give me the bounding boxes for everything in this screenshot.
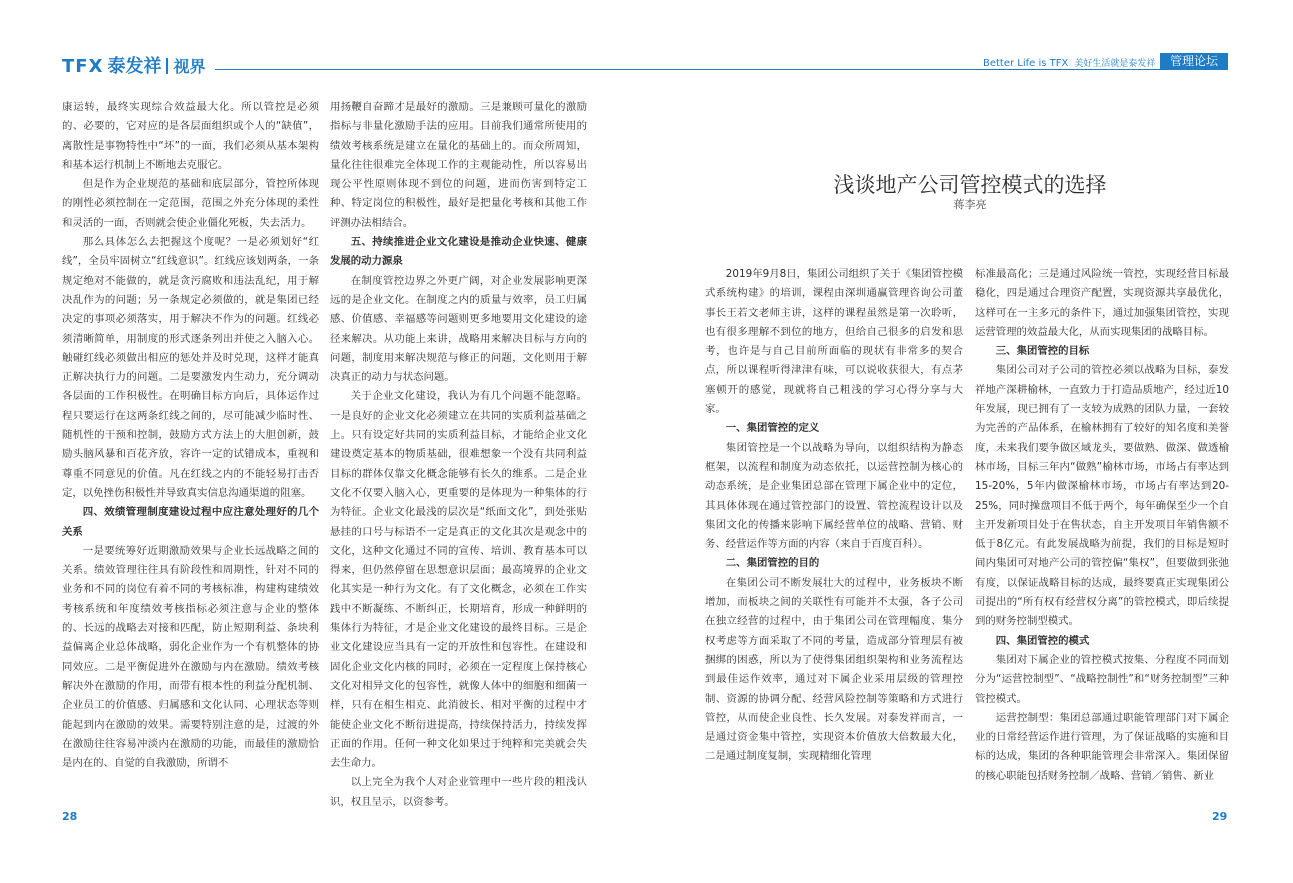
paragraph: 一是要统筹好近期激励效果与企业长远战略之间的关系。绩效管理往往具有阶段性和周期性，针对不同的业务和不同的岗位有着不同的考核标准，构建构建绩效考核系统和年度绩效考核指标必须注意与企业的整体的、长远的战略去对接和匹配，防止短期利益、条块利益偏离企业总体战略，弱化企业作为一个有机整体的协同效应。二是平衡促进外在激励与内在激励。绩效考核解决外在激励的作用，而带有根本性的利益分配机制、企业员工的价值感、归属感和文化认同、心理状态等则能起到内在激励的效果。需要特别注意的是，过渡的外在激励往往容易冲淡内在激励的功能，而最佳的激励恰是内在的、自觉的自我激励，所谓不 — [62, 544, 319, 770]
paragraph: 关于企业文化建设，我认为有几个问题不能忽略。一是良好的企业文化必须建立在共同的实质利益基础之上。只有设定好共同的实质利益目标，才能给企业文化建设奠定基本的物质基础，很难想象一个没有共同利益目标的群体仅靠文化概念能够有长久的维系。二是企业文化不仅要入脑入心，更重要的是体现为一种集体的行为特征。企业文化最浅的层次是“纸面文化”，到处张贴悬挂的口号与标语不一定是真正的文化其次是观念中的文化，这种文化通过不同的宣传、培训、教育基本可以得来，但仍然停留在思想意识层面；最高境界的企业文化其实是一种行为文化。有了文化概念，必须在工作实践中不断凝练、不断纠正，长期培育，形成一种鲜明的集体行为特征，才是企业文化建设的最终目标。三是企业文化建设应当具有一定的开放性和包容性。在建设和固化企业文化内核的同时，必须在一定程度上保持核心文化对相异文化的包容性，就像人体中的细胞和细菌一样，只有在相生相克、此消彼长、相对平衡的过程中才能使企业文化不断衍进提高，持续保持活力，持续发挥正面的作用。任何一种文化如果过于纯粹和完美就会失去生命力。 — [330, 390, 587, 770]
paragraph: 集团对下属企业的管控模式按集、分程度不同而划分为“运营控制型”、“战略控制性”和“财务控制型”三种管控模式。 — [975, 653, 1229, 705]
article-title: 浅谈地产公司管控模式的选择 — [833, 173, 1107, 197]
section-heading: 一、集团管控的定义 — [725, 422, 820, 435]
paragraph: 运营控制型：集团总部通过职能管理部门对下属企业的日常经营运作进行管理，为了保证战略的实施和目标的达成，集团的各种职能管理会非常深入。集团保留的核心职能包括财务控制／战略、营销／销售、新业 — [975, 711, 1229, 782]
paragraph: 用扬鞭自奋蹄才是最好的激励。三是兼顾可量化的激励指标与非量化激励手法的应用。目前我们通常所使用的绩效考核系统是建立在量化的基础上的。而众所周知，量化往往很难完全体现工作的主观能动性，所以容易出现公平性原则体现不到位的问题，进而伤害到特定工种、特定岗位的积极性，最好是把量化考核和其他工作评测办法相结合。 — [330, 101, 587, 229]
page-header — [0, 46, 1293, 76]
paragraph: 在制度管控边界之外更广阔，对企业发展影响更深远的是企业文化。在制度之内的质量与效率，员工归属感、价值感、幸福感等问题则更多地要用文化建设的途径来解决。从功能上来讲，战略用来解决目标与方向的问题，制度用来解决规范与修正的问题，文化则用于解决真正的动力与状态问题。 — [330, 274, 587, 384]
right-page-column-1 — [705, 265, 963, 767]
section-heading: 二、集团管控的目的 — [725, 557, 820, 570]
brand-logo — [62, 52, 205, 78]
slogan-en: Better Life is TFX — [983, 58, 1069, 69]
section-heading: 五、持续推进企业文化建设是推动企业快速、健康发展的动力源泉 — [330, 236, 587, 268]
page-number-right: 29 — [1212, 810, 1228, 823]
right-page-column-2 — [975, 265, 1229, 786]
paragraph: 那么具体怎么去把握这个度呢？一是必须划好“红线”，全员牢固树立“红线意识”。红线应该划两条，一条规定绝对不能做的，就是贪污腐败和违法乱纪，用于解决乱作为的问题；另一条规定必须做的，就是集团已经决定的事项必须落实，用于解决不作为的问题。红线必须清晰简单，用制度的形式逐条列出并使之入脑入心。触碰红线必须做出相应的惩处并及时兑现，这样才能真正解决执行力的问题。二是要激发内生动力，充分调动各层面的工作积极性。在明确目标方向后，具体运作过程只要运行在这两条红线之间的，尽可能减少临时性、随机性的干预和控制，鼓励方式方法上的大胆创新，鼓励头脑风暴和百花齐放，容许一定的试错成本，重视和尊重不同意见的价值。凡在红线之内的不能轻易打击否定，以免挫伤积极性并导致真实信息沟通渠道的阻塞。 — [62, 236, 319, 499]
section-tab: 管理论坛 — [1160, 53, 1228, 69]
left-page-column-2 — [330, 98, 587, 812]
section-heading: 三、集团管控的目标 — [995, 345, 1090, 358]
paragraph: 2019年9月8日，集团公司组织了关于《集团管控模式系统构建》的培训，课程由深圳通赢管理咨询公司董事长王若文老师主讲，这样的课程虽然是第一次聆听，也有很多理解不到位的地方，但给自己很多的启发和思考，也许是与自己目前所面临的现状有非常多的契合点，所以课程听得津津有味，可以说收获很大，有点茅塞顿开的感觉，现就将自己粗浅的学习心得分享与大家。 — [705, 268, 963, 416]
brand-divider — [166, 58, 168, 74]
brand-latin: TFX — [62, 56, 104, 77]
brand-cn: 泰发祥 — [107, 56, 162, 77]
header-rule — [215, 69, 1228, 70]
paragraph: 集团管控是一个以战略为导向，以组织结构为静态框架，以流程和制度为动态依托，以运营控制为核心的动态系统，是企业集团总部在管理下属企业中的定位，其具体体现在通过管控部门的设置、管控流程设计以及集团文化的传播来影响下属经营单位的战略、营销、财务、经营运作等方面的内容（来自于百度百科）。 — [705, 441, 963, 551]
article-author: 蒋李亮 — [953, 198, 987, 211]
paragraph: 以上完全为我个人对企业管理中一些片段的粗浅认识，权且呈示，以资参考。 — [330, 776, 587, 808]
paragraph: 但是作为企业规范的基础和底层部分，管控所体现的刚性必须控制在一定范围，范围之外充分体现的柔性和灵活的一面，否则就会使企业僵化死板，失去活力。 — [62, 178, 319, 229]
paragraph: 标准最高化；三是通过风险统一管控，实现经营目标最稳化，四是通过合理资产配置，实现资源共享最优化，这样可在一主多元的条件下，通过加强集团管控，实现运营管理的效益最大化，从而实现集团的战略目标。 — [975, 268, 1229, 338]
slogan-cn: 美好生活就是泰发祥 — [1074, 59, 1156, 69]
page-number-left: 28 — [62, 810, 78, 823]
brand-suffix: 视界 — [173, 57, 206, 76]
section-heading: 四、效绩管理制度建设过程中应注意处理好的几个关系 — [62, 506, 319, 538]
paragraph: 集团公司对子公司的管控必须以战略为目标，泰发祥地产深耕榆林，一直致力于打造品质地产，经过近10年发展，现已拥有了一支较为成熟的团队力量，一套较为完善的产品体系，在榆林拥有了较好的知名度和美誉度，未来我们要争做区域龙头，要做熟、做深、做透榆林市场，目标三年内“做熟”榆林市场，市场占有率达到15-20%，5年内做深榆林市场，市场占有率达到20-25%，同时操盘项目不低于两个，每年确保至少一个自主开发新项目处于在售状态，自主开发项目年销售额不低于8亿元。有此发展战略为前提，我们的目标是短时间内集团可对地产公司的管控偏“集权”，但要做到张弛有度，以保证战略目标的达成，最终要真正实现集团公司提出的“所有权有经营权分离”的管控模式，即后续提到的财务控制型模式。 — [975, 364, 1229, 628]
left-page-column-1 — [62, 98, 319, 773]
paragraph: 康运转，最终实现综合效益最大化。所以管控是必须的、必要的，它对应的是各层面组织或个人的“缺值”，离散性是事物特性中“坏”的一面，我们必须从基本架构和基本运行机制上不断地去克服它。 — [62, 101, 319, 171]
paragraph: 在集团公司不断发展壮大的过程中，业务板块不断增加，而板块之间的关联性有可能并不太强，各子公司在独立经营的过程中，由于集团公司在管理幅度、集分权考虑等方面采取了不同的考量，造成部分管理层有被捆绑的困惑，所以为了使得集团组织架构和业务流程达到最佳运作效率，通过对下属企业采用层级的管理控制、资源的协调分配、经营风险控制等策略和方式进行管控，从而使企业良性、长久发展。对泰发祥而言，一是通过资金集中管控，实现资本价值放大倍数最大化，二是通过制度复制，实现精细化管理 — [705, 576, 963, 763]
section-heading: 四、集团管控的模式 — [995, 634, 1090, 647]
header-slogan — [983, 56, 1155, 69]
